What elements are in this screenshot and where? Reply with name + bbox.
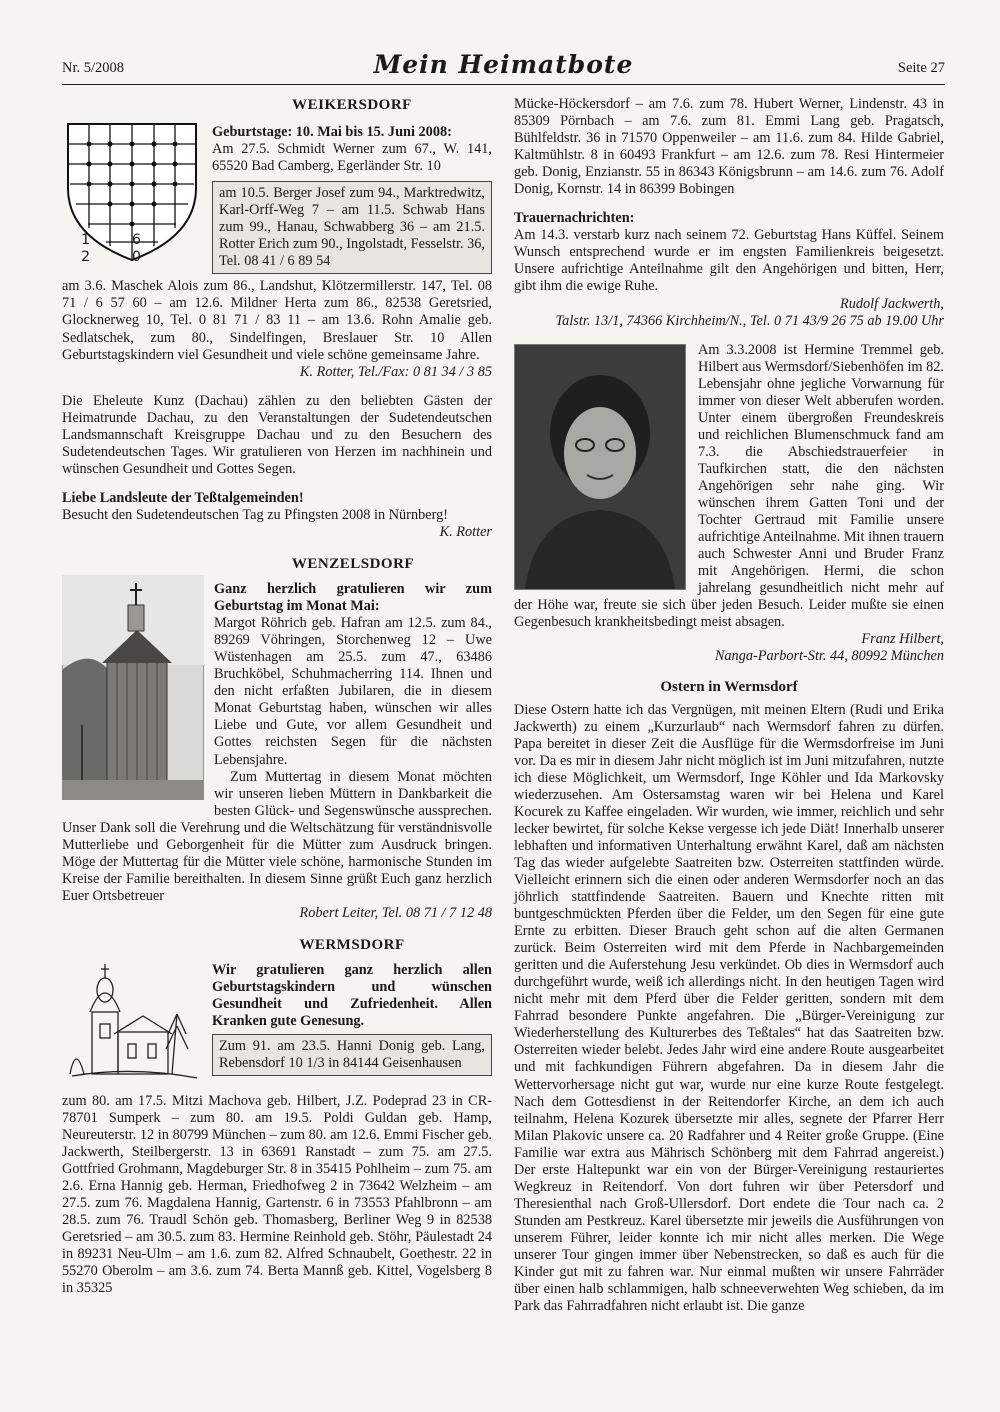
page-header [62,50,945,85]
issue-number: Nr. 5/2008 [62,60,125,76]
weikersdorf-section [62,96,492,541]
weikersdorf-box-text: am 10.5. Berger Josef zum 94., Marktredwitz, Karl-Orff-Weg 7 – am 11.5. Schwab Hans zum 99., Hanau, Schwabberg 36 – am 21.5. Rotter Erich zum 90., Ingolstadt, Fesselstr. 36, Tel. 08 41 / 6 89 54 [219,185,485,270]
trauer-signature-address: Talstr. 13/1, 74366 Kirchheim/N., Tel. 0 71 43/9 26 75 ab 19.00 Uhr [555,312,944,329]
wermsdorf-section [62,936,492,1298]
chapel-image-icon [62,575,204,800]
right-column [514,96,944,1315]
landsleute-heading: Liebe Landsleute der Teßtalgemeinden! [62,489,304,506]
chapel-photo [62,575,204,800]
wenzelsdorf-section [62,555,492,922]
wermsdorf-title: WERMSDORF [299,936,405,953]
ostern-title: Ostern in Wermsdorf [660,678,798,695]
landsleute-signature: K. Rotter [439,523,492,540]
weikersdorf-intro: Am 27.5. Schmidt Werner zum 67., W. 141, 65520 Bad Camberg, Egerländer Str. 10 [212,141,492,175]
wermsdorf-box-text: Zum 91. am 23.5. Hanni Donig geb. Lang, Rebensdorf 10 1/3 in 84144 Geisenhausen [219,1038,485,1072]
wenzelsdorf-text: Margot Röhrich geb. Hafran am 12.5. zum 84., 89269 Vöhringen, Storchenweg 12 – Uwe Wüstenhagen am 25.5. zum 47., 63486 Bruchköbel, Schuhmacherring 114. Ihnen und den nicht erfaßten Jubilaren, die in diesem Monat Geburtstag haben, wünschen wir alles Liebe und Gute, vor allem Gesundheit und Gottes reichsten Segen für die nächsten Lebensjahre. [214,615,492,768]
weikersdorf-crest [62,118,202,264]
wermsdorf-church-drawing [62,954,202,1089]
landsleute-text: Besucht den Sudetendeutschen Tag zu Pfingsten 2008 in Nürnberg! [62,506,449,523]
trauer-signature-name: Rudolf Jackwerth, [839,295,944,312]
newspaper-logo: Mein Heimatbote [373,50,634,79]
wermsdorf-heading: Wir gratulieren ganz herzlich allen Geburtstagskindern und wünschen Gesundheit und Zufriedenheit. Allen Kranken gute Genesung. [212,961,492,1030]
weikersdorf-intro-heading: Geburtstage: 10. Mai bis 15. Juni 2008: [212,124,452,140]
muttertag-paragraph: Zum Muttertag in diesem Monat möchten wir unseren lieben Müttern in Dankbarkeit die besten Glück- und Segenswünsche aussprechen. Unser Dank soll die Verehrung und die Weltschätzung für verständnisvolle Mutterliebe und Geborgenheit für die Mütter zum Ausdruck bringen. Möge der Muttertag für die Mütter viele schöne, harmonische Stunden im Kreise der Familie bereithalten. In diesem Sinne grüßt Euch ganz herzlich Euer Ortsbetreuer [62,768,492,904]
weikersdorf-signature: K. Rotter, Tel./Fax: 0 81 34 / 3 85 [299,363,492,380]
hermine-signature-address: Nanga-Parbort-Str. 44, 80992 München [714,648,944,665]
weikersdorf-title: WEIKERSDORF [292,97,412,113]
wermsdorf-text: zum 80. am 17.5. Mitzi Machova geb. Hilbert, J.Z. Podeprad 23 in CR-78701 Sumperk – zum 80. am 19.5. Poldi Guldan geb. Hamp, Neureuterstr. 12 in 80799 München – zum 80. am 12.6. Emmi Fischer geb. Jackwerth, Steilbergerstr. 13 in 63691 Ranstadt – zum 75. am 27.5. Gottfried Grohmann, Magdeburger Str. 8 in 35415 Pohlheim – zum 75. am 2.6. Erna Hannig geb. Herman, Friedhofweg 2 in 73642 Welzheim – am 27.5. zum 76. Magdalena Hannig, Gartenstr. 6 in 73553 Pfahlbronn – am 28.5. zum 76. Traudl Schön geb. Thomasberg, Berliner Weg 9 in 82538 Geretsried – am 30.5. zum 83. Hermine Reinhold geb. Stöhr, Päulestadt 24 in 89231 Neu-Ulm – am 1.6. zum 82. Alfred Schnaubelt, Goethestr. 22 in 55270 Oberolm – am 3.6. zum 74. Berta Mannß geb. Kittel, Vogelsberg 8 in 35325 [62,1092,492,1297]
weikersdorf-box [212,181,492,274]
hermine-obituary: Am 3.3.2008 ist Hermine Tremmel geb. Hilbert aus Wermsdorf/Siebenhöfen im 82. Lebensjahr ohne jegliche Vorwarnung für immer von dieser Welt abberufen worden. Unter einem übergroßen Freundeskreis und reichlichen Blumenschmuck fand am 7.3. die Abschiedstrauerfeier in Taufkirchen statt, die den nächsten Angehörigen sehr nahe ging. Wir wünschen ihrem Gatten Toni und der Tochter Gertraud mit Familie unsere aufrichtige Anteilnahme. Mit ihnen trauern auch Schwester Anni und Bruder Franz mit Angehörigen. Hermi, die schon jahrelang gesundheitlich nicht mehr auf der Höhe war, freute sie sich über jeden Besuch. Leider mußte sie einen Gegenbesuch krankheitsbedingt meist absagen. [514,341,944,631]
wermsdorf-box [212,1034,492,1076]
weikersdorf-paragraph: Die Eheleute Kunz (Dachau) zählen zu den beliebten Gästen der Heimatrunde Dachau, zu den Veranstaltungen der Sudetendeutschen Landsmannschaft Kreisgruppe Dachau und zu den Besuchern des Sudetendeutschen Tages. Wir gratulieren von Herzen im nachhinein und wünschen Gesundheit und Gottes Segen. [62,392,492,477]
portrait-image-icon [515,345,685,589]
trauer-heading: Trauernachrichten: [514,210,635,227]
crest-year: 16 20 [81,232,183,266]
ostern-text: Diese Ostern hatte ich das Vergnügen, mit meinen Eltern (Rudi und Erika Jackwerth) zu einem „Kurzurlaub“ nach Wermsdorf fahren zu dürfen. Papa bereitet in dieser Zeit die Ausflüge für die Wermsdorfreise im Juni vor. Da es mir in diesem Jahr nicht möglich ist im Juni mitzufahren, nutzte ich diese Möglichkeit, um Wermsdorf, Inge Köhler und Ida Markovsky wiederzusehen. Am Ostersamstag waren wir bei Helena und Karel Kocurek zu Kaffee eingeladen. Wir wurden, wie immer, reichlich und sehr lecker bewirtet, für solche Kekse vergesse ich jede Diät! Innerhalb unserer lebhaften und informativen Unterhaltung erwähnt Karel, daß am nächsten Tag das wieder aufgelebte Saatreiten bzw. Osterreiten stattfinden würde. Vielleicht erinnern sich die einen oder anderen Wermsdorfer noch an das jöhrlich stattfindende Saatreiten. Bauern und Knechte ritten mit buntgeschmückten Pferden über die Felder, um den Segen für eine gute Ernte zu erbitten. Dieser Brauch geht schon auf die alten Germanen zurück. Beim Osterreiten wird mit dem Pferde in Nachbargemeinden geritten und die Auferstehung Jesu verkündet. Ob dies in Wermsdorf auch durchgeführt wurde, weiß ich allerdings nicht. In den heutigen Tagen wird nicht mehr mit dem Pferd über die Felder geritten, sondern mit dem Fahrrad besondere Punkte angefahren. Die „Bürger-Vereinigung zur Wiederherstellung des Kulturerbes des Teßtales“ hat das Saatreiten bzw. Osterreiten wieder belebt. Jedes Jahr wird eine andere Route ausgearbeitet und mit fachkundigen Führern abgefahren. Da in diesem Jahr die Wettervorhersage nicht gut war, wurde nur eine kurze Route festgelegt. Nach dem Gottesdienst in der Reitendorfer Kirche, an dem ich auch teilnahm, Helena Kozurek übersetzte mir alles, segnete der Pfarrer Herr Milan Plakovic unsere ca. 20 Radfahrer und 4 Reiter große Gruppe. (Eine Familie war extra aus Mährisch Schönberg mit dem Fahrrad angereist.) Der erste Haltepunkt war ein von der Bürger-Vereinigung restauriertes Wegkreuz in Reitendorf. Von dort fuhren wir über Petersdorf und Theresienthal nach Groß-Ullersdorf. Dort endete die Tour nach ca. 2 Stunden am Pestkreuz. Karel übersetzte mir jeweils die Ausführungen von unserem Führer, leider konnte ich mir nicht alles merken. Die Wege unserer Tour gingen immer über Nebenstrecken, so daß es auch für die Kinder gut mit zu fahren war. Nur einmal mußten wir unsere Fahrräder über einen halb schlammigen, halb schneeverwehten Weg schieben, da im Park das Fahrradfahren nicht erlaubt ist. Die ganze [514,701,944,1315]
wenzelsdorf-signature: Robert Leiter, Tel. 08 71 / 7 12 48 [299,904,492,921]
church-drawing-icon [62,954,202,1089]
trauer-text: Am 14.3. verstarb kurz nach seinem 72. Geburtstag Hans Küffel. Seinem Wunsch entsprechend wurde er im engsten Familienkreis beigesetzt. Unsere aufrichtige Anteilnahme gilt den Angehörigen und bitten, Herr, gibt ihm die ewige Ruhe. [514,227,944,295]
weikersdorf-text: am 3.6. Maschek Alois zum 86., Landshut, Klötzermillerstr. 147, Tel. 08 71 / 6 57 60 – am 12.6. Mildner Herta zum 86., 82538 Geretsried, Glocknerweg 10, Tel. 0 81 71 / 83 11 – am 13.6. Rohn Amalie geb. Sedlatschek, zum 80., Sindelfingen, Breslauer Str. 10 Allen Geburtstagskindern viel Gesundheit und viele schöne gemeinsame Jahre. [62,278,492,363]
hermine-portrait-photo [514,344,686,590]
wermsdorf-continued: Mücke-Höckersdorf – am 7.6. zum 78. Hubert Werner, Lindenstr. 43 in 85309 Pörnbach – am 7.6. zum 81. Emmi Lang geb. Pragatsch, Bühlfeldstr. 36 in 71570 Oppenweiler – am 11.6. zum 84. Hilde Gabriel, Kaltmühlstr. 8 in 60493 Frankfurt – am 12.6. zum 78. Resi Hintermeier geb. Donig, Enzianstr. 55 in 86343 Königsbrunn – am 14.6. zum 76. Adolf Donig, Kornstr. 14 in 86399 Bobingen [514,96,944,198]
page-number: Seite 27 [897,60,945,76]
wenzelsdorf-heading: Ganz herzlich gratulieren wir zum Geburtstag im Monat Mai: [214,581,492,615]
hermine-signature-name: Franz Hilbert, [861,631,944,648]
left-column [62,96,492,1298]
wenzelsdorf-title: WENZELSDORF [291,556,415,573]
